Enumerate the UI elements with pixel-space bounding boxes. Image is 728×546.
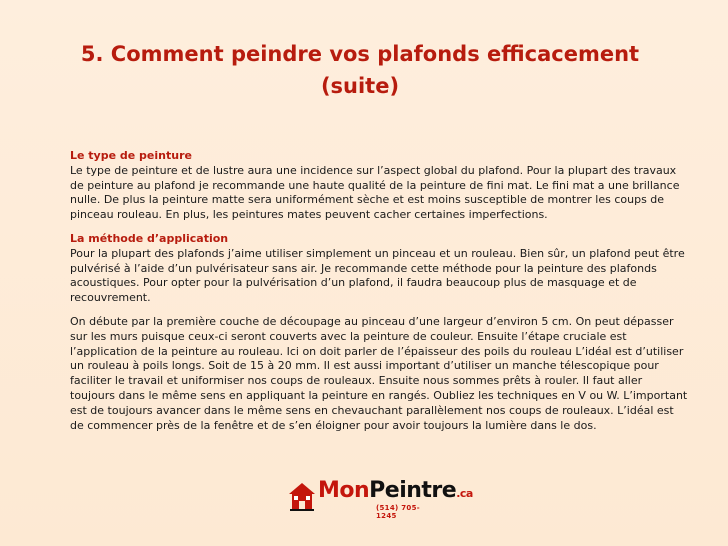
logo-phone: (514) 705-1245 [376,504,420,520]
monpeintre-logo [288,476,473,520]
logo-peintre: Peintre [369,478,457,503]
paint-type-text: Le type de peinture et de lustre aura une incidence sur l’aspect global du plafond. Pour la plupart des travaux de peinture au plafond je recommande une haute qualité de la peinture de fini mat. Le fini mat a une brillance nulle. De plus la peinture matte sera uniformément sèche et est moins susceptible de montrer les coups de pinceau rouleau. En plus, les peintures mates peuvent cacher certaines imperfections. [70,163,680,222]
logo-ca: .ca [456,487,473,500]
application-heading: La méthode d’application [70,231,229,245]
house-icon [288,482,316,512]
application-text: Pour la plupart des plafonds j’aime utiliser simplement un pinceau et un rouleau. Bien sûr, un plafond peut être pulvérisé à l’aide d’un pulvérisateur sans air. Je recommande cette méthode pour la peinture des plafonds acoustiques. Pour opter pour la pulvérisation d’un plafond, il faudra beaucoup plus de masquage et de recouvrement. [70,246,685,305]
paint-type-paragraph [70,149,690,223]
slide-title-line-2: (suite) [320,74,400,98]
application-paragraph [70,232,690,306]
procedure-text: On débute par la première couche de découpage au pinceau d’une largeur d’environ 5 cm. On peut dépasser sur les murs puisque ceux-ci seront couverts avec la peinture de couleur. Ensuite l’étape cruciale est l’application de la peinture au rouleau. Ici on doit parler de l’épaisseur des poils du rouleau L’idéal est d’utiliser un rouleau à poils longs. Soit de 15 à 20 mm. Il est aussi important d’utiliser un manche télescopique pour faciliter le travail et uniformiser nos coups de rouleaux. Ensuite nous sommes prêts à rouler. Il faut aller toujours dans le même sens en appliquant la peinture en rangés. Oubliez les techniques en V ou W. L’important est de toujours avancer dans le même sens en chevauchant parallèlement nos coups de rouleaux. L’idéal est de commencer près de la fenêtre et de s’en éloigner pour avoir toujours la lumière dans le dos. [70,314,688,432]
slide-title [40,38,680,102]
procedure-paragraph [70,315,690,433]
logo-mon: Mon [318,478,370,503]
slide-body [70,149,690,442]
slide-title-line-1: 5. Comment peindre vos plafonds efficacement [80,42,640,66]
logo-wordmark [318,478,473,507]
paint-type-heading: Le type de peinture [70,149,192,162]
